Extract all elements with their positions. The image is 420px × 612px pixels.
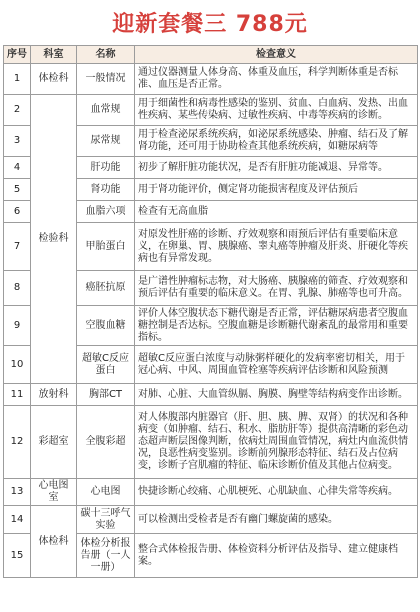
cell-name: 一般情况: [77, 64, 135, 95]
cell-seq: 15: [4, 534, 31, 578]
header-dept: 科室: [31, 46, 77, 64]
cell-meaning: 对原发性肝癌的诊断、疗效观察和雨预后评估有重要临床意义，在卵巢、胃、胰腺癌、睾丸癌等肿瘤及肝炎、肝硬化等疾病也有异常发现。: [135, 223, 418, 271]
table-row: [4, 406, 418, 479]
cell-name: 甲胎蛋白: [77, 223, 135, 271]
page-title: 迎新套餐三 788元: [112, 12, 308, 37]
cell-name: 超敏C反应蛋白: [77, 346, 135, 384]
cell-seq: 9: [4, 306, 31, 346]
cell-seq: 8: [4, 271, 31, 306]
cell-meaning: 对肺、心脏、大血管纵膈、胸膜、胸壁等结构病变作出诊断。: [135, 384, 418, 406]
header-meaning: 检查意义: [135, 46, 418, 64]
header-seq: 序号: [4, 46, 31, 64]
cell-dept: 体检科: [31, 506, 77, 578]
cell-name: 肝功能: [77, 157, 135, 179]
table-header-row: [4, 46, 418, 64]
cell-meaning: 用于细菌性和病毒性感染的鉴别、贫血、白血病、发热、出血性疾病、某些传染病、过敏性疾病、中毒等疾病的诊断。: [135, 95, 418, 126]
cell-seq: 14: [4, 506, 31, 534]
cell-seq: 7: [4, 223, 31, 271]
cell-seq: 4: [4, 157, 31, 179]
cell-name: 心电图: [77, 479, 135, 506]
cell-meaning: 快捷诊断心绞痛、心肌梗死、心肌缺血、心律失常等疾病。: [135, 479, 418, 506]
cell-name: 肾功能: [77, 179, 135, 201]
cell-name: 血常规: [77, 95, 135, 126]
cell-meaning: 是广谱性肿瘤标志物，对大肠癌、胰腺癌的筛查、疗效观察和预后评估有重要的临床意义。在胃、乳腺、肺癌等也可升高。: [135, 271, 418, 306]
cell-meaning: 对人体腹部内脏器官（肝、胆、胰、脾、双肾）的状况和各种病变（如肿瘤、结石、积水、脂肪肝等）提供高清晰的彩色动态超声断层图像判断，依病灶周围血管情况，病灶内血流供情况，良恶性病变鉴别。诊断前列腺形态特征、结石及占位病变，诊断子宫肌瘤的特征、临床诊断价值及其他占位病变。: [135, 406, 418, 479]
table-row: [4, 479, 418, 506]
header-name: 名称: [77, 46, 135, 64]
cell-name: 血脂六项: [77, 201, 135, 223]
cell-name: 癌胚抗原: [77, 271, 135, 306]
cell-name: 尿常规: [77, 126, 135, 157]
cell-dept: 体检科: [31, 64, 77, 95]
cell-name: 空腹血糖: [77, 306, 135, 346]
cell-dept: 彩超室: [31, 406, 77, 479]
cell-meaning: 可以检测出受检者是否有幽门螺旋菌的感染。: [135, 506, 418, 534]
cell-dept: 放射科: [31, 384, 77, 406]
cell-meaning: 通过仪器测量人体身高、体重及血压，科学判断体重是否标准、血压是否正常。: [135, 64, 418, 95]
table-row: [4, 506, 418, 534]
cell-meaning: 超敏C反应蛋白浓度与动脉粥样硬化的发病率密切相关，用于冠心病、中风、周围血管栓塞等疾病评估诊断和风险预测: [135, 346, 418, 384]
cell-meaning: 用于检查泌尿系统疾病，如泌尿系统感染、肿瘤、结石及了解肾功能，还可用于协助检查其他系统疾病，如糖尿病等: [135, 126, 418, 157]
table-row: [4, 64, 418, 95]
cell-dept: 检验科: [31, 95, 77, 384]
cell-seq: 13: [4, 479, 31, 506]
package-table: [3, 45, 418, 578]
cell-dept: 心电图室: [31, 479, 77, 506]
cell-meaning: 检查有无高血脂: [135, 201, 418, 223]
cell-seq: 10: [4, 346, 31, 384]
cell-seq: 6: [4, 201, 31, 223]
cell-meaning: 整合式体检报告册、体检资料分析评估及指导、建立健康档案。: [135, 534, 418, 578]
cell-seq: 2: [4, 95, 31, 126]
cell-name: 胸部CT: [77, 384, 135, 406]
cell-seq: 5: [4, 179, 31, 201]
cell-meaning: 初步了解肝脏功能状况，是否有肝脏功能减退、异常等。: [135, 157, 418, 179]
table-row: [4, 95, 418, 126]
cell-meaning: 评价人体空腹状态下糖代谢是否正常，评估糖尿病患者空腹血糖控制是否达标。空腹血糖是诊断糖代谢紊乱的最常用和重要指标。: [135, 306, 418, 346]
cell-seq: 1: [4, 64, 31, 95]
cell-seq: 3: [4, 126, 31, 157]
cell-meaning: 用于肾功能评价，侧定肾功能损害程度及评估预后: [135, 179, 418, 201]
cell-seq: 11: [4, 384, 31, 406]
cell-seq: 12: [4, 406, 31, 479]
cell-name: 碳十三呼气实验: [77, 506, 135, 534]
cell-name: 体检分析报告册（一人一册）: [77, 534, 135, 578]
cell-name: 全腹彩超: [77, 406, 135, 479]
table-row: [4, 384, 418, 406]
